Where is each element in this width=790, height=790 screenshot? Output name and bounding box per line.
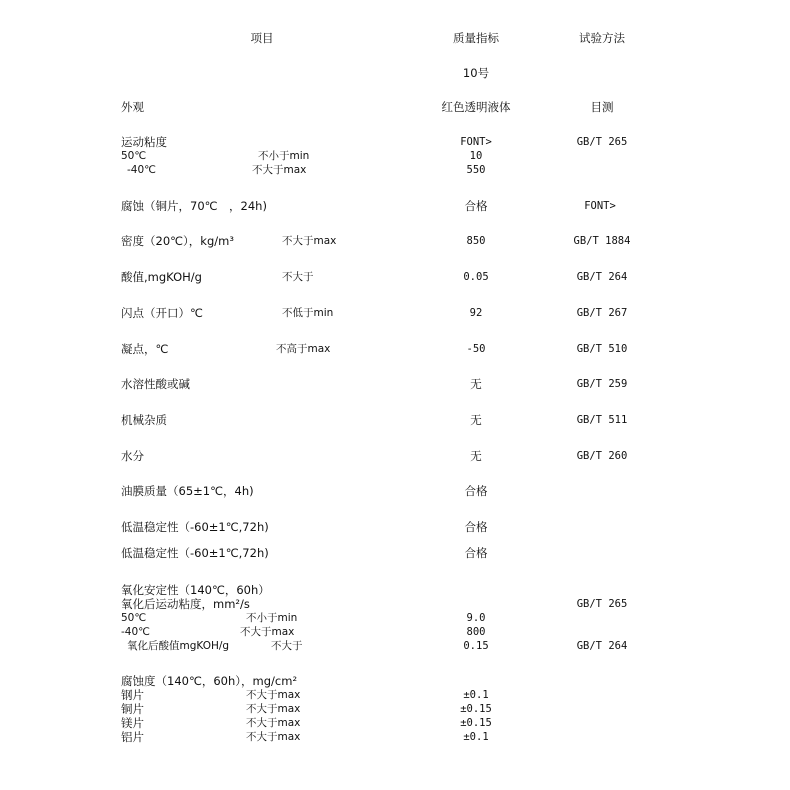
row-lowtemp1-value: 合格	[464, 520, 488, 534]
row-acid-value: 0.05	[463, 271, 489, 283]
row-water-acid-method: GB/T 259	[576, 378, 628, 390]
row-viscosity-v40: 550	[466, 164, 486, 176]
row-corrosion2-limit: 不大于max	[246, 703, 301, 715]
row-corrosion2-name: 腐蚀度（140℃，60h），mg/cm²	[121, 674, 298, 688]
row-corrosion2-metal: 铝片	[121, 730, 144, 744]
row-corrosion2-metal: 镁片	[121, 716, 144, 730]
row-impurity-value: 无	[470, 413, 482, 427]
row-corrosion2-value: ±0.1	[463, 731, 489, 743]
row-viscosity-value-head: FONT>	[460, 136, 492, 148]
row-lowtemp1-name: 低温稳定性（-60±1℃,72h)	[121, 520, 269, 534]
row-oxidation-acid-limit: 不大于	[271, 640, 303, 652]
row-film-name: 油膜质量（65±1℃，4h)	[121, 484, 254, 498]
row-film-value: 合格	[464, 484, 488, 498]
row-freeze-method: GB/T 510	[576, 343, 628, 355]
row-corrosion2-value: ±0.1	[463, 689, 489, 701]
row-lowtemp2-value: 合格	[464, 546, 488, 560]
row-oxidation-t50-limit: 不小于min	[246, 612, 298, 624]
row-water-name: 水分	[121, 449, 144, 463]
row-density-method: GB/T 1884	[573, 235, 631, 247]
row-viscosity-method: GB/T 265	[576, 136, 628, 148]
header-grade: 10号	[462, 66, 490, 80]
row-viscosity-t40-limit: 不大于max	[252, 164, 307, 176]
row-flash-name: 闪点（开口）℃	[121, 306, 203, 320]
row-flash-limit: 不低于min	[282, 307, 334, 319]
row-viscosity-t40: -40℃	[127, 164, 156, 176]
row-acid-limit: 不大于	[282, 271, 314, 283]
row-flash-value: 92	[469, 307, 483, 319]
row-corrosion-method: FONT>	[584, 200, 616, 212]
row-corrosion2-metal: 铜片	[121, 702, 144, 716]
row-oxidation-acid-value: 0.15	[463, 640, 489, 652]
row-oxidation-t40-limit: 不大于max	[240, 626, 295, 638]
row-freeze-value: -50	[466, 343, 486, 355]
row-corrosion2-limit: 不大于max	[246, 689, 301, 701]
row-density-value: 850	[466, 235, 486, 247]
row-oxidation-t50: 50℃	[121, 612, 147, 624]
row-corrosion2-limit: 不大于max	[246, 717, 301, 729]
row-oxidation-name: 氧化安定性（140℃，60h）	[121, 583, 270, 597]
row-appearance-method: 目测	[590, 100, 614, 114]
row-freeze-name: 凝点，℃	[121, 342, 169, 356]
row-viscosity-t50: 50℃	[121, 150, 147, 162]
row-oxidation-visc-method: GB/T 265	[576, 598, 628, 610]
row-appearance-name: 外观	[121, 100, 144, 114]
row-corrosion2-value: ±0.15	[460, 703, 492, 715]
row-flash-method: GB/T 267	[576, 307, 628, 319]
row-corrosion-value: 合格	[464, 199, 488, 213]
row-water-acid-name: 水溶性酸或碱	[121, 377, 190, 391]
row-oxidation-acid-name: 氧化后酸值mgKOH/g	[127, 640, 230, 652]
row-oxidation-v40: 800	[466, 626, 486, 638]
row-freeze-limit: 不高于max	[276, 343, 331, 355]
row-viscosity-name: 运动粘度	[121, 135, 167, 149]
row-corrosion2-value: ±0.15	[460, 717, 492, 729]
row-impurity-name: 机械杂质	[121, 413, 167, 427]
row-viscosity-v50: 10	[469, 150, 483, 162]
row-corrosion-name: 腐蚀（铜片，70℃ ，24h)	[121, 199, 267, 213]
row-oxidation-v50: 9.0	[466, 612, 486, 624]
row-oxidation-t40: -40℃	[121, 626, 150, 638]
header-item: 项目	[250, 31, 274, 45]
row-acid-method: GB/T 264	[576, 271, 628, 283]
row-viscosity-t50-limit: 不小于min	[258, 150, 310, 162]
row-water-acid-value: 无	[470, 377, 482, 391]
row-density-name: 密度（20℃），kg/m³	[121, 234, 234, 248]
row-corrosion2-limit: 不大于max	[246, 731, 301, 743]
row-oxidation-visc-name: 氧化后运动粘度，mm²/s	[121, 597, 250, 611]
row-water-value: 无	[470, 449, 482, 463]
row-acid-name: 酸值,mgKOH/g	[121, 270, 202, 284]
row-appearance-value: 红色透明液体	[441, 100, 511, 114]
row-lowtemp2-name: 低温稳定性（-60±1℃,72h)	[121, 546, 269, 560]
row-corrosion2-metal: 钢片	[121, 688, 144, 702]
row-density-limit: 不大于max	[282, 235, 337, 247]
row-oxidation-acid-method: GB/T 264	[576, 640, 628, 652]
header-method: 试验方法	[579, 31, 625, 45]
row-water-method: GB/T 260	[576, 450, 628, 462]
row-impurity-method: GB/T 511	[576, 414, 628, 426]
header-spec: 质量指标	[453, 31, 499, 45]
